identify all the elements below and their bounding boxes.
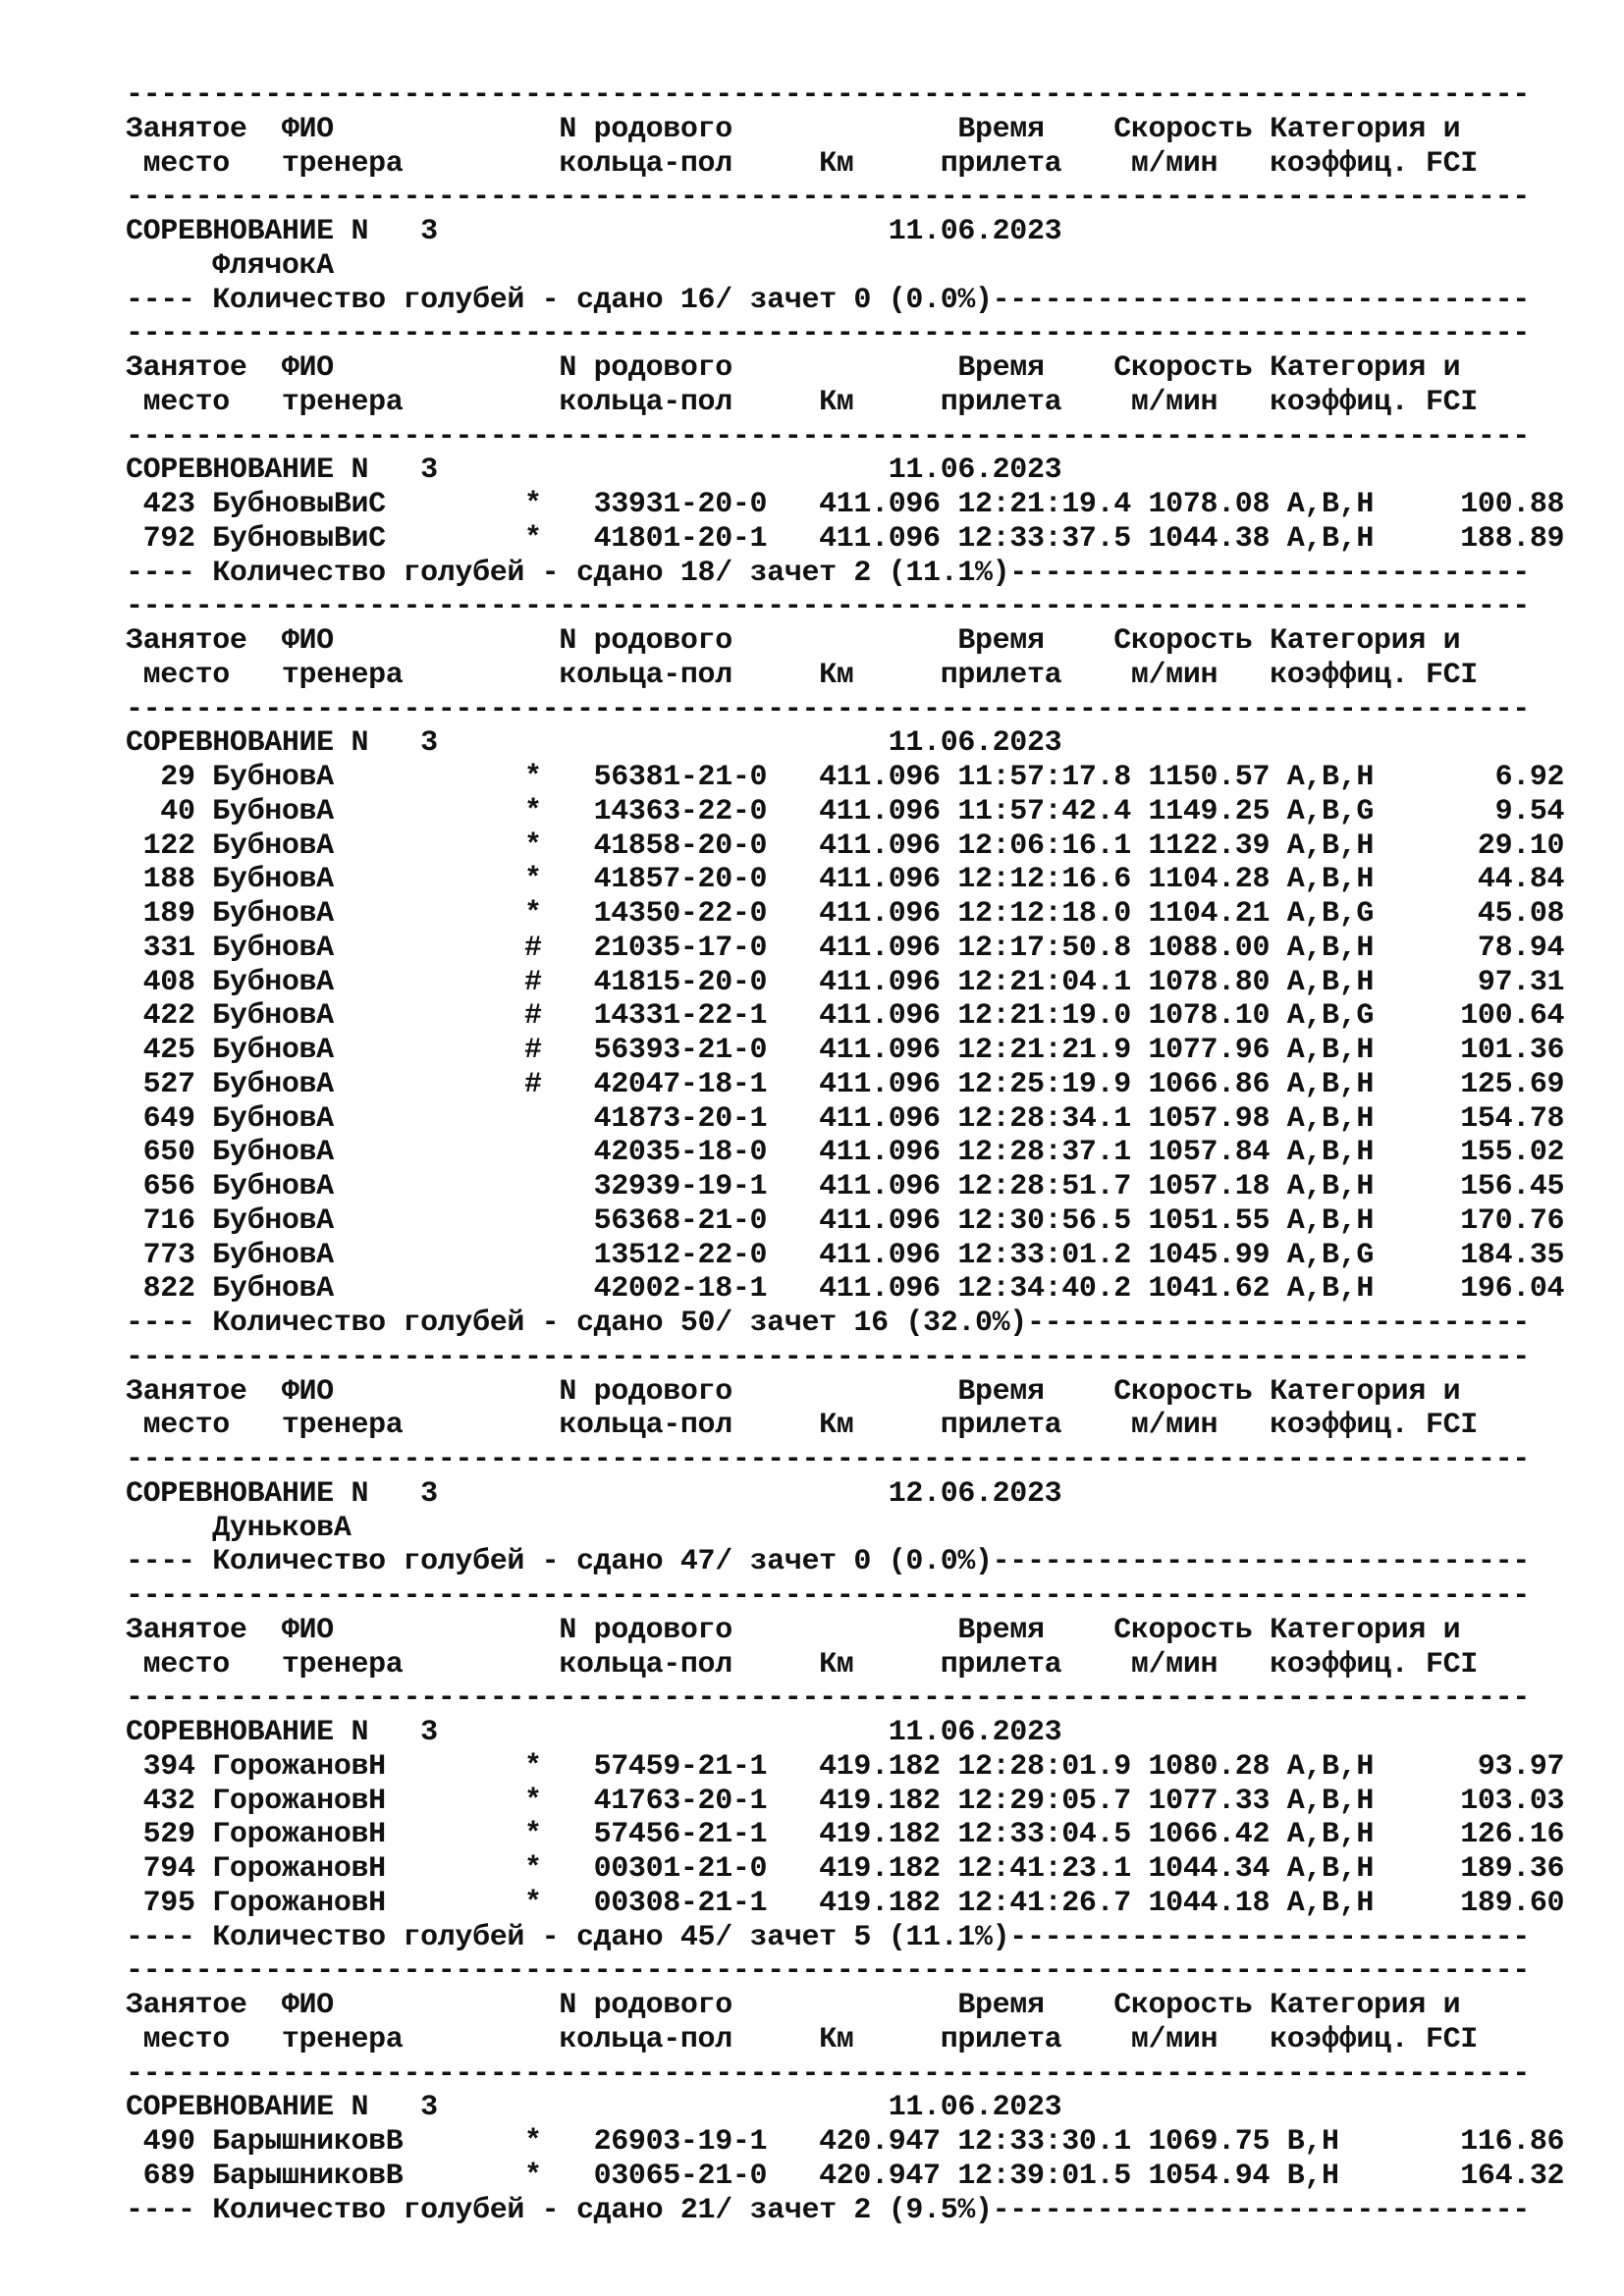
document-line: 29 БубновА * 56381-21-0 411.096 11:57:17.8 1150.57 A,B,H 6.92 (126, 761, 1565, 794)
document-line: ---- Количество голубей - сдано 45/ зачет 5 (11.1%)------------------------------ (126, 1920, 1530, 1954)
document-line: место тренера кольца-пол Км прилета м/мин коэффиц. FCI (126, 2022, 1478, 2056)
document-line: 425 БубновА # 56393-21-0 411.096 12:21:21.9 1077.96 A,B,H 101.36 (126, 1034, 1565, 1067)
document-line: 122 БубновА * 41858-20-0 411.096 12:06:16.1 1122.39 A,B,H 29.10 (126, 828, 1565, 863)
document-line: 394 ГорожановН * 57459-21-1 419.182 12:28:01.9 1080.28 A,B,H 93.97 (126, 1749, 1565, 1784)
document-line: 527 БубновА # 42047-18-1 411.096 12:25:19.9 1066.86 A,B,H 125.69 (126, 1067, 1565, 1101)
document-line: --------------------------------------------------------------------------------- (126, 317, 1530, 351)
document-line: 649 БубновА 41873-20-1 411.096 12:28:34.1 1057.98 A,B,H 154.78 (126, 1101, 1565, 1136)
document-line: место тренера кольца-пол Км прилета м/мин коэффиц. FCI (126, 1409, 1478, 1443)
document-line: --------------------------------------------------------------------------------- (126, 1340, 1530, 1374)
document-line: 792 БубновыВиС * 41801-20-1 411.096 12:33:37.5 1044.38 A,B,H 188.89 (126, 521, 1565, 556)
document-line: СОРЕВНОВАНИЕ N 3 11.06.2023 (126, 1716, 1062, 1749)
document-line: 689 БарышниковВ * 03065-21-0 420.947 12:39:01.5 1054.94 B,H 164.32 (126, 2159, 1565, 2193)
document-line: 650 БубновА 42035-18-0 411.096 12:28:37.1 1057.84 A,B,H 155.02 (126, 1136, 1565, 1170)
document-line: ---- Количество голубей - сдано 18/ зачет 2 (11.1%)------------------------------ (126, 556, 1530, 590)
document-line: ---- Количество голубей - сдано 21/ зачет 2 (9.5%)------------------------------- (126, 2193, 1530, 2227)
document-line: ---- Количество голубей - сдано 47/ зачет 0 (0.0%)------------------------------- (126, 1545, 1530, 1579)
document-line: ФлячокА (126, 248, 334, 283)
document-line: Занятое ФИО N родового Время Скорость Категория и (126, 1989, 1461, 2022)
document-line: --------------------------------------------------------------------------------- (126, 2056, 1530, 2091)
document-line: 432 ГорожановН * 41763-20-1 419.182 12:29:05.7 1077.33 A,B,H 103.03 (126, 1784, 1565, 1818)
document-line: СОРЕВНОВАНИЕ N 3 11.06.2023 (126, 2091, 1062, 2125)
document-line: --------------------------------------------------------------------------------- (126, 181, 1530, 215)
document-line: --------------------------------------------------------------------------------- (126, 1682, 1530, 1716)
document-line: 422 БубновА # 14331-22-1 411.096 12:21:19.0 1078.10 A,B,G 100.64 (126, 999, 1565, 1034)
document-line: --------------------------------------------------------------------------------- (126, 1579, 1530, 1613)
document-line: место тренера кольца-пол Км прилета м/мин коэффиц. FCI (126, 1647, 1478, 1682)
document-line: --------------------------------------------------------------------------------- (126, 692, 1530, 726)
document-line: 794 ГорожановН * 00301-21-0 419.182 12:41:23.1 1044.34 A,B,H 189.36 (126, 1852, 1565, 1886)
document-line: ---- Количество голубей - сдано 16/ зачет 0 (0.0%)------------------------------- (126, 283, 1530, 317)
document-line: место тренера кольца-пол Км прилета м/мин коэффиц. FCI (126, 385, 1478, 419)
document-line: --------------------------------------------------------------------------------- (126, 79, 1530, 112)
document-line: СОРЕВНОВАНИЕ N 3 11.06.2023 (126, 215, 1062, 248)
document-line: 795 ГорожановН * 00308-21-1 419.182 12:41:26.7 1044.18 A,B,H 189.60 (126, 1886, 1565, 1920)
document-line: СОРЕВНОВАНИЕ N 3 11.06.2023 (126, 454, 1062, 488)
document-line: 490 БарышниковВ * 26903-19-1 420.947 12:33:30.1 1069.75 B,H 116.86 (126, 2125, 1565, 2159)
document-line: 408 БубновА # 41815-20-0 411.096 12:21:04.1 1078.80 A,B,H 97.31 (126, 965, 1565, 999)
document-line: СОРЕВНОВАНИЕ N 3 11.06.2023 (126, 726, 1062, 761)
document-line: 822 БубновА 42002-18-1 411.096 12:34:40.2 1041.62 A,B,H 196.04 (126, 1272, 1565, 1307)
document-line: ---- Количество голубей - сдано 50/ зачет 16 (32.0%)----------------------------- (126, 1307, 1530, 1340)
document-line: --------------------------------------------------------------------------------- (126, 1443, 1530, 1476)
document-line: 773 БубновА 13512-22-0 411.096 12:33:01.2 1045.99 A,B,G 184.35 (126, 1238, 1565, 1272)
document-line: 716 БубновА 56368-21-0 411.096 12:30:56.5 1051.55 A,B,H 170.76 (126, 1203, 1565, 1238)
document-line: Занятое ФИО N родового Время Скорость Категория и (126, 112, 1461, 146)
document-line: Занятое ФИО N родового Время Скорость Категория и (126, 1374, 1461, 1409)
document-line: Занятое ФИО N родового Время Скорость Категория и (126, 1613, 1461, 1647)
document-line: 331 БубновА # 21035-17-0 411.096 12:17:50.8 1088.00 A,B,H 78.94 (126, 931, 1565, 965)
document-line: СОРЕВНОВАНИЕ N 3 12.06.2023 (126, 1476, 1062, 1511)
document-line: --------------------------------------------------------------------------------- (126, 590, 1530, 624)
document-line: 423 БубновыВиС * 33931-20-0 411.096 12:21:19.4 1078.08 A,B,H 100.88 (126, 488, 1565, 521)
document-line: 189 БубновА * 14350-22-0 411.096 12:12:18.0 1104.21 A,B,G 45.08 (126, 897, 1565, 931)
document-line: Занятое ФИО N родового Время Скорость Категория и (126, 351, 1461, 385)
document-line: Занятое ФИО N родового Время Скорость Категория и (126, 624, 1461, 658)
document-line: --------------------------------------------------------------------------------- (126, 1954, 1530, 1989)
document-line: 529 ГорожановН * 57456-21-1 419.182 12:33:04.5 1066.42 A,B,H 126.16 (126, 1818, 1565, 1852)
document-line: 40 БубновА * 14363-22-0 411.096 11:57:42.4 1149.25 A,B,G 9.54 (126, 794, 1565, 828)
document-line: ДуньковА (126, 1511, 352, 1545)
document-line: место тренера кольца-пол Км прилета м/мин коэффиц. FCI (126, 146, 1478, 181)
document-line: --------------------------------------------------------------------------------- (126, 419, 1530, 454)
results-document (126, 79, 1564, 2227)
document-line: место тренера кольца-пол Км прилета м/мин коэффиц. FCI (126, 658, 1478, 692)
document-line: 188 БубновА * 41857-20-0 411.096 12:12:16.6 1104.28 A,B,H 44.84 (126, 863, 1565, 897)
document-line: 656 БубновА 32939-19-1 411.096 12:28:51.7 1057.18 A,B,H 156.45 (126, 1170, 1565, 1203)
